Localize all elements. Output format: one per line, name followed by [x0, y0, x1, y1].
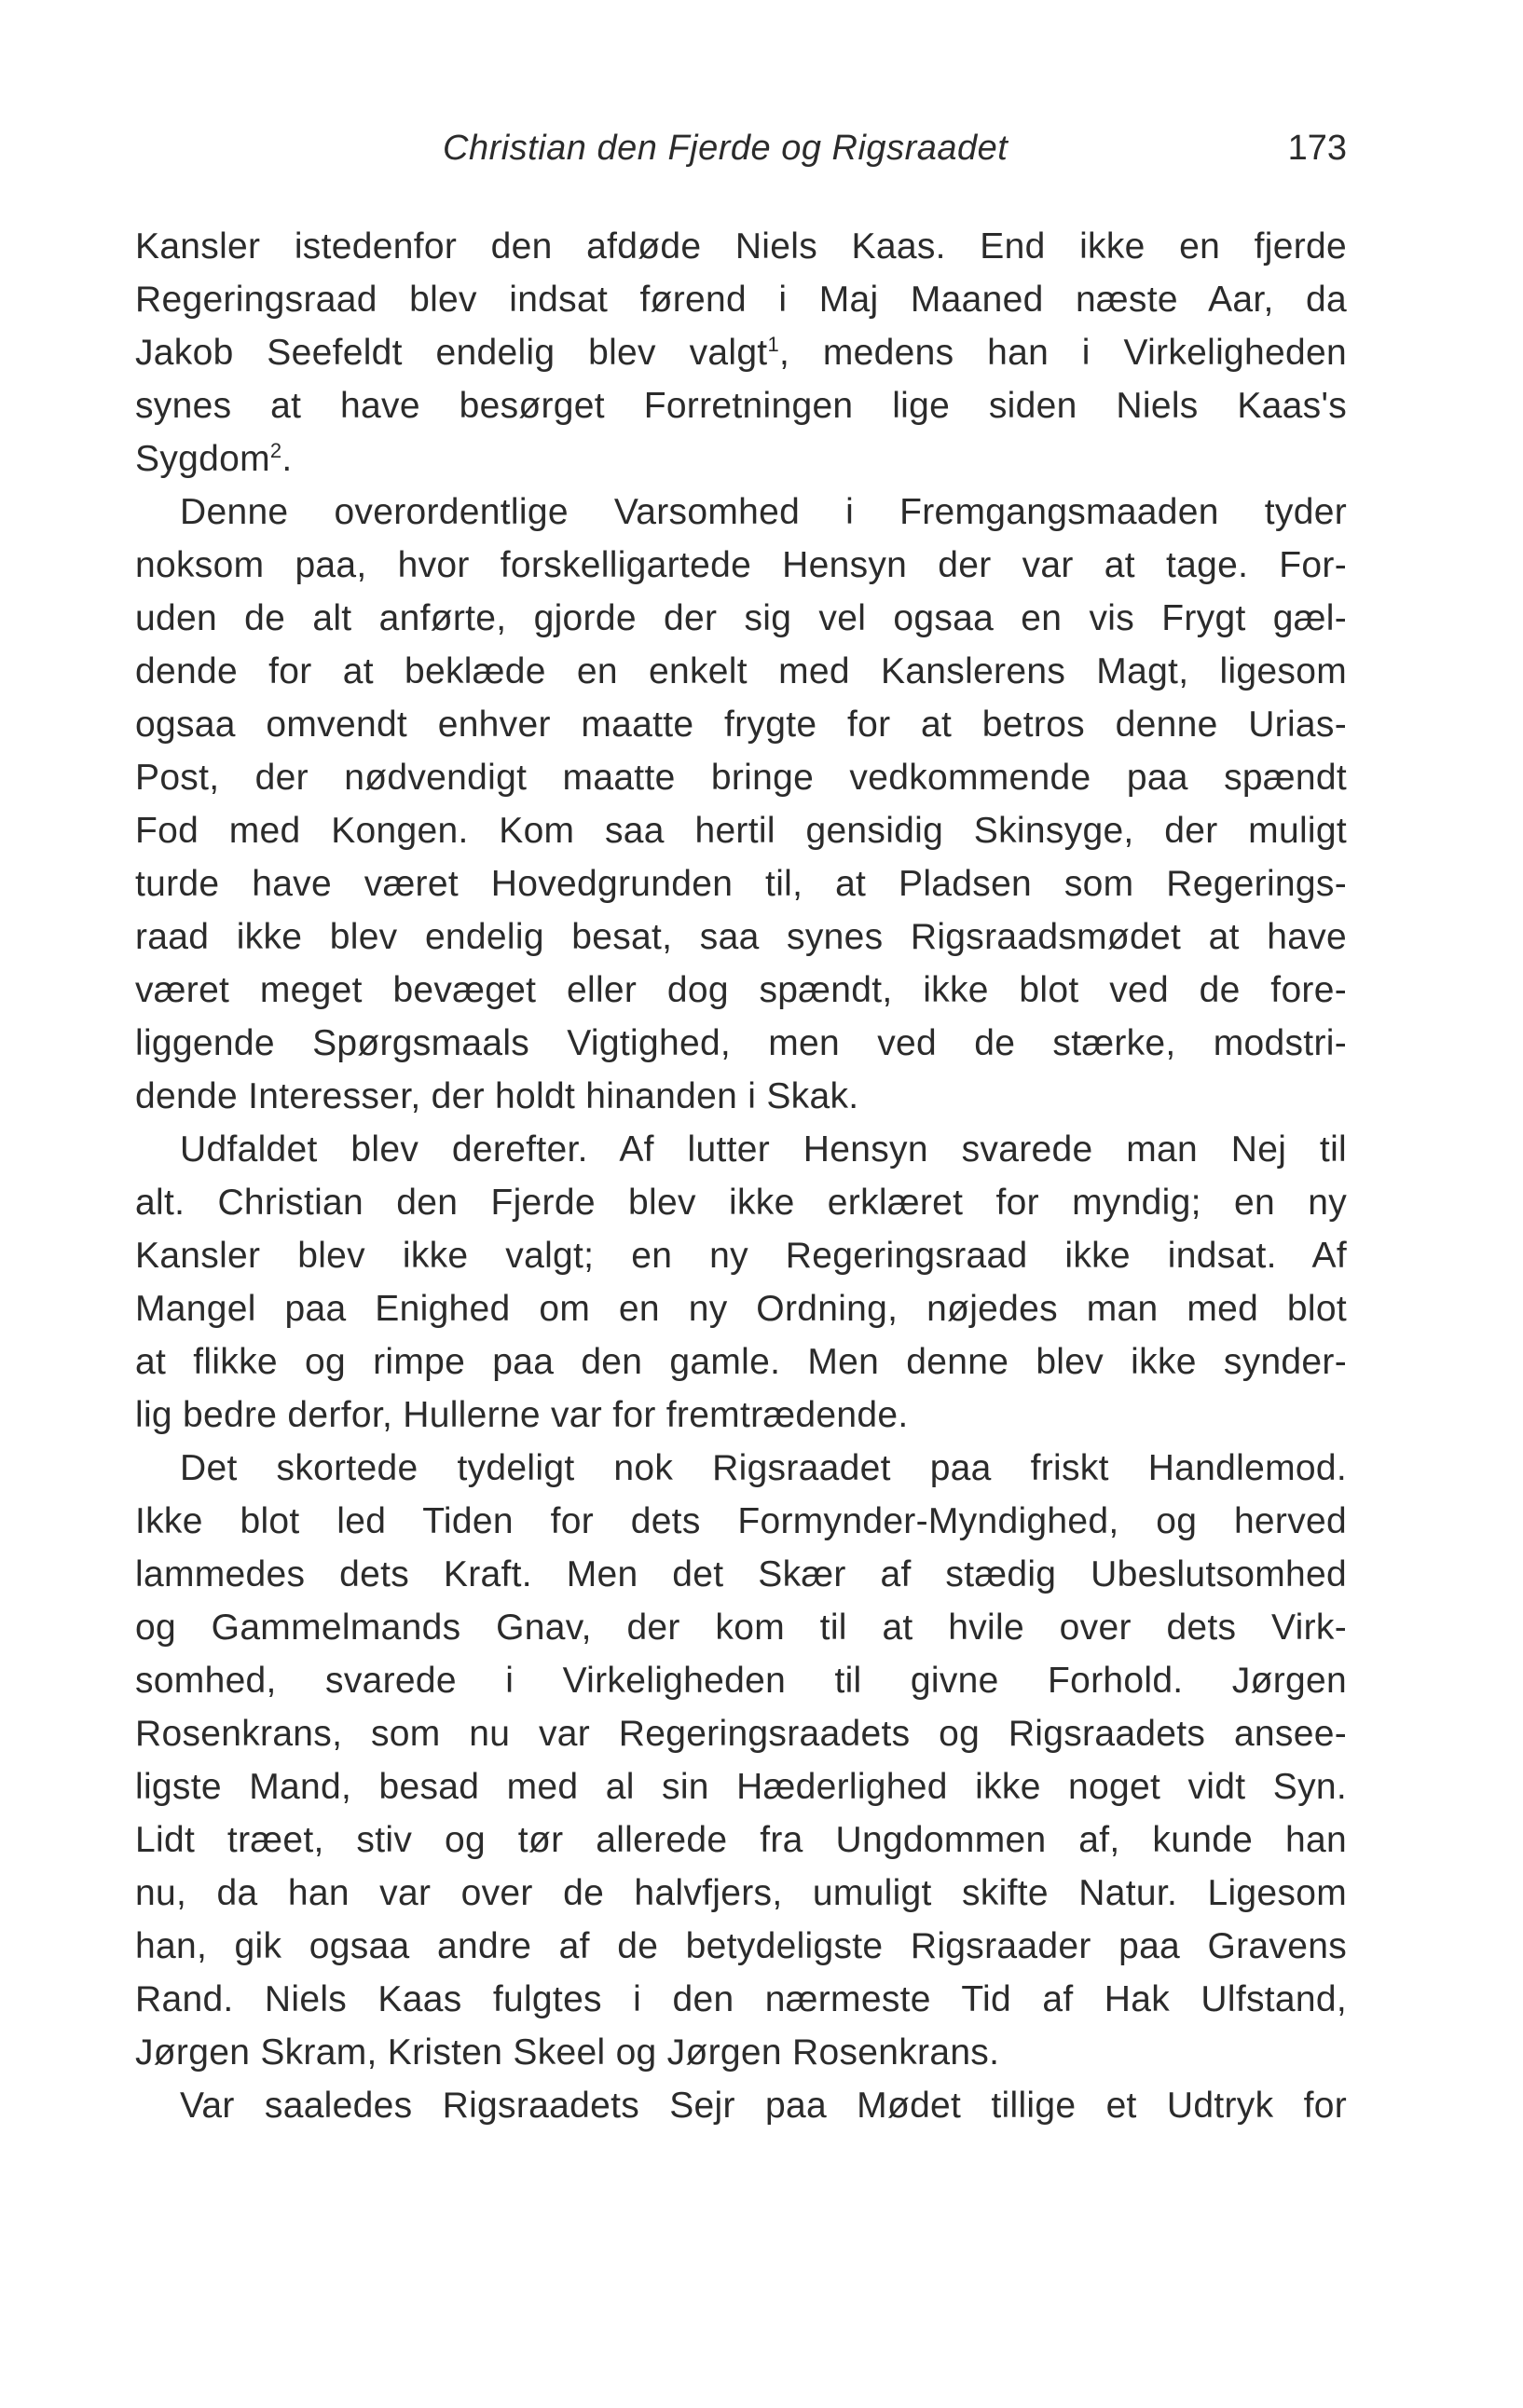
- text-line: han, gik ogsaa andre af de betydeligste Rigsraader paa Gravens: [135, 1926, 1347, 1966]
- footnote-ref: 2: [269, 439, 282, 462]
- page-number: 173: [1287, 129, 1347, 168]
- text-line: Post, der nødvendigt maatte bringe vedkommende paa spændt: [135, 758, 1347, 798]
- text-line: alt. Christian den Fjerde blev ikke erklæret for myndig; en ny: [135, 1183, 1347, 1223]
- text-line: synes at have besørget Forretningen lige siden Niels Kaas's: [135, 386, 1347, 426]
- text-line: raad ikke blev endelig besat, saa synes Rigsraadsmødet at have: [135, 917, 1347, 957]
- paragraph-start-line: Denne overordentlige Varsomhed i Fremgangsmaaden tyder: [180, 492, 1347, 532]
- text-line: noksom paa, hvor forskelligartede Hensyn der var at tage. For-: [135, 545, 1347, 585]
- text-line: dende Interesser, der holdt hinanden i Skak.: [135, 1076, 859, 1116]
- text-line: Sygdom$^2$.: [135, 439, 293, 479]
- text-line: Kansler istedenfor den afdøde Niels Kaas. End ikke en fjerde: [135, 226, 1347, 267]
- text-line: dende for at beklæde en enkelt med Kanslerens Magt, ligesom: [135, 651, 1347, 691]
- body-text: [135, 220, 1347, 2132]
- text-line: Kansler blev ikke valgt; en ny Regeringsraad ikke indsat. Af: [135, 1236, 1347, 1276]
- text-line: og Gammelmands Gnav, der kom til at hvile over dets Virk-: [135, 1608, 1347, 1648]
- text-line: været meget bevæget eller dog spændt, ikke blot ved de fore-: [135, 970, 1347, 1010]
- text-line: Rand. Niels Kaas fulgtes i den nærmeste Tid af Hak Ulfstand,: [135, 1979, 1347, 2019]
- footnote-ref: 1: [767, 333, 779, 356]
- running-title: Christian den Fjerde og Rigsraadet: [443, 129, 1008, 168]
- paragraph-start-line: Udfaldet blev derefter. Af lutter Hensyn svarede man Nej til: [180, 1129, 1347, 1170]
- text-line: at flikke og rimpe paa den gamle. Men denne blev ikke synder-: [135, 1342, 1347, 1382]
- text-line: lammedes dets Kraft. Men det Skær af stædig Ubeslutsomhed: [135, 1554, 1347, 1594]
- text-line: somhed, svarede i Virkeligheden til givne Forhold. Jørgen: [135, 1661, 1347, 1701]
- text-line: ligste Mand, besad med al sin Hæderlighed ikke noget vidt Syn.: [135, 1767, 1347, 1807]
- text-line: lig bedre derfor, Hullerne var for fremtrædende.: [135, 1395, 909, 1435]
- text-line: turde have været Hovedgrunden til, at Pladsen som Regerings-: [135, 864, 1347, 904]
- text-line: Mangel paa Enighed om en ny Ordning, nøjedes man med blot: [135, 1289, 1347, 1329]
- text-line: Lidt træet, stiv og tør allerede fra Ungdommen af, kunde han: [135, 1820, 1347, 1860]
- text-line: Jørgen Skram, Kristen Skeel og Jørgen Rosenkrans.: [135, 2032, 1000, 2073]
- text-line: Rosenkrans, som nu var Regeringsraadets og Rigsraadets ansee-: [135, 1714, 1347, 1754]
- text-line: Ikke blot led Tiden for dets Formynder-Myndighed, og herved: [135, 1501, 1347, 1541]
- text-line: Fod med Kongen. Kom saa hertil gensidig Skinsyge, der muligt: [135, 811, 1347, 851]
- paragraph-start-line: Var saaledes Rigsraadets Sejr paa Mødet tillige et Udtryk for: [180, 2086, 1347, 2126]
- paragraph-start-line: Det skortede tydeligt nok Rigsraadet paa friskt Handlemod.: [180, 1448, 1347, 1488]
- text-line: uden de alt anførte, gjorde der sig vel ogsaa en vis Frygt gæl-: [135, 598, 1347, 638]
- running-header: [135, 129, 1347, 185]
- text-line: Regeringsraad blev indsat førend i Maj Maaned næste Aar, da: [135, 280, 1347, 320]
- text-line: nu, da han var over de halvfjers, umuligt skifte Natur. Ligesom: [135, 1873, 1347, 1913]
- text-line: liggende Spørgsmaals Vigtighed, men ved de stærke, modstri-: [135, 1023, 1347, 1063]
- text-line: Jakob Seefeldt endelig blev valgt$^1$, medens han i Virkeligheden: [135, 333, 1347, 373]
- text-line: ogsaa omvendt enhver maatte frygte for at betros denne Urias-: [135, 705, 1347, 745]
